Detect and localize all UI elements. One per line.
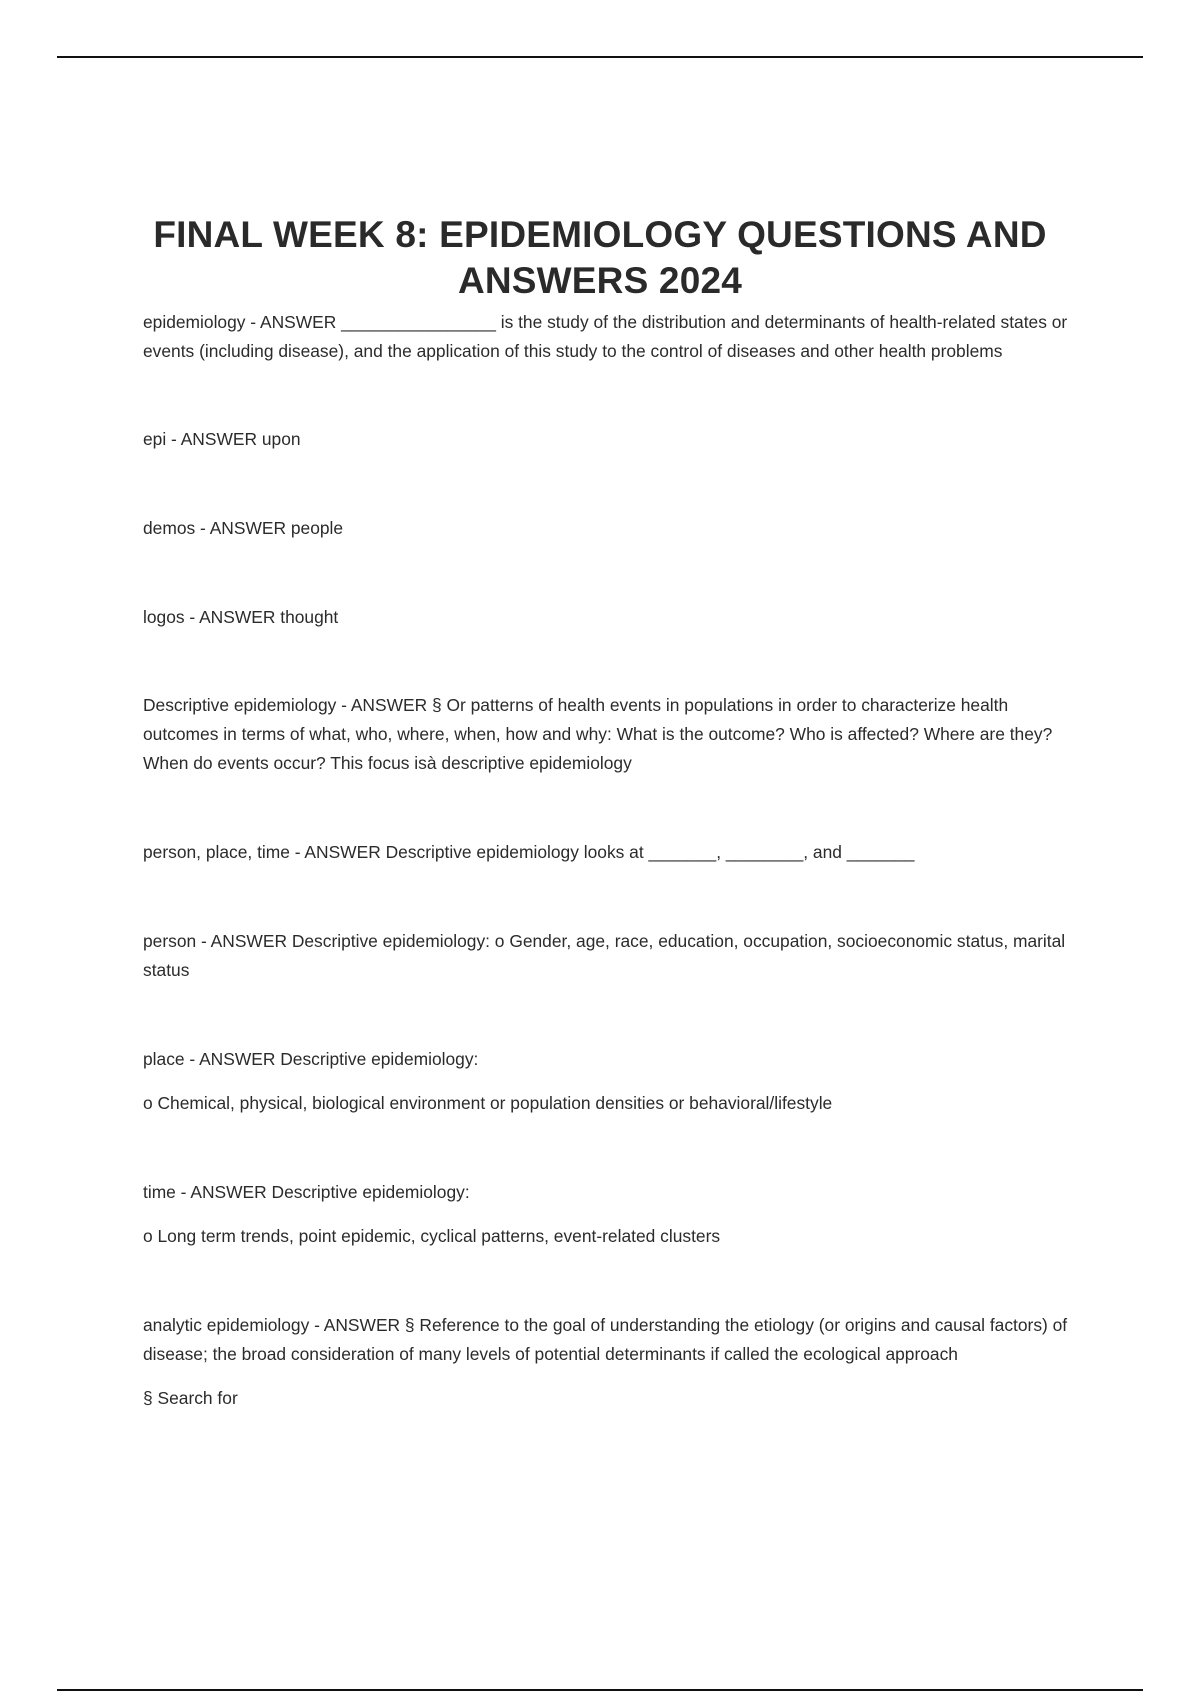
entry-detail-text: § Search for	[143, 1388, 238, 1408]
qa-entry-descriptive-epidemiology	[143, 691, 1078, 778]
entry-text: demos - ANSWER people	[143, 518, 344, 538]
entry-text: person - ANSWER Descriptive epidemiology: o Gender, age, race, education, occupation, socioeconomic status, marital status	[143, 931, 1066, 980]
header-rule	[57, 56, 1143, 58]
entry-text: analytic epidemiology - ANSWER § Reference to the goal of understanding the etiology (or origins and causal factors) of disease; the broad consideration of many levels of potential determinants if called the ecological approach	[143, 1315, 1068, 1364]
qa-entry-demos	[143, 514, 1078, 543]
qa-entry-time	[143, 1178, 1078, 1251]
qa-entry-person-place-time	[143, 838, 1078, 867]
qa-entry-place	[143, 1045, 1078, 1118]
entry-text: time - ANSWER Descriptive epidemiology:	[143, 1182, 470, 1202]
entry-text: epidemiology - ANSWER ________________ is the study of the distribution and determinants of health-related states or events (including disease), and the application of this study to the control of diseases and other health problems	[143, 312, 1068, 361]
qa-entry-logos	[143, 603, 1078, 632]
entry-detail-text: o Long term trends, point epidemic, cyclical patterns, event-related clusters	[143, 1226, 721, 1246]
entry-text: logos - ANSWER thought	[143, 607, 339, 627]
entry-text: Descriptive epidemiology - ANSWER § Or patterns of health events in populations in order to characterize health outcomes in terms of what, who, where, when, how and why: What is the outcome? Who is affected? Where are they? When do events occur? This focus isà descriptive epidemiology	[143, 695, 1053, 773]
qa-entry-epidemiology	[143, 308, 1078, 366]
entry-text: place - ANSWER Descriptive epidemiology:	[143, 1049, 479, 1069]
qa-entry-person	[143, 927, 1078, 985]
entry-text: epi - ANSWER upon	[143, 429, 301, 449]
document-body	[143, 308, 1078, 1413]
entry-detail-text: o Chemical, physical, biological environment or population densities or behavioral/lifestyle	[143, 1093, 833, 1113]
document-title: FINAL WEEK 8: EPIDEMIOLOGY QUESTIONS AND ANSWERS 2024	[153, 214, 1047, 301]
qa-entry-analytic-epidemiology	[143, 1311, 1078, 1413]
qa-entry-epi	[143, 425, 1078, 454]
footer-rule	[57, 1689, 1143, 1691]
entry-text: person, place, time - ANSWER Descriptive epidemiology looks at _______, ________, and _______	[143, 842, 915, 862]
